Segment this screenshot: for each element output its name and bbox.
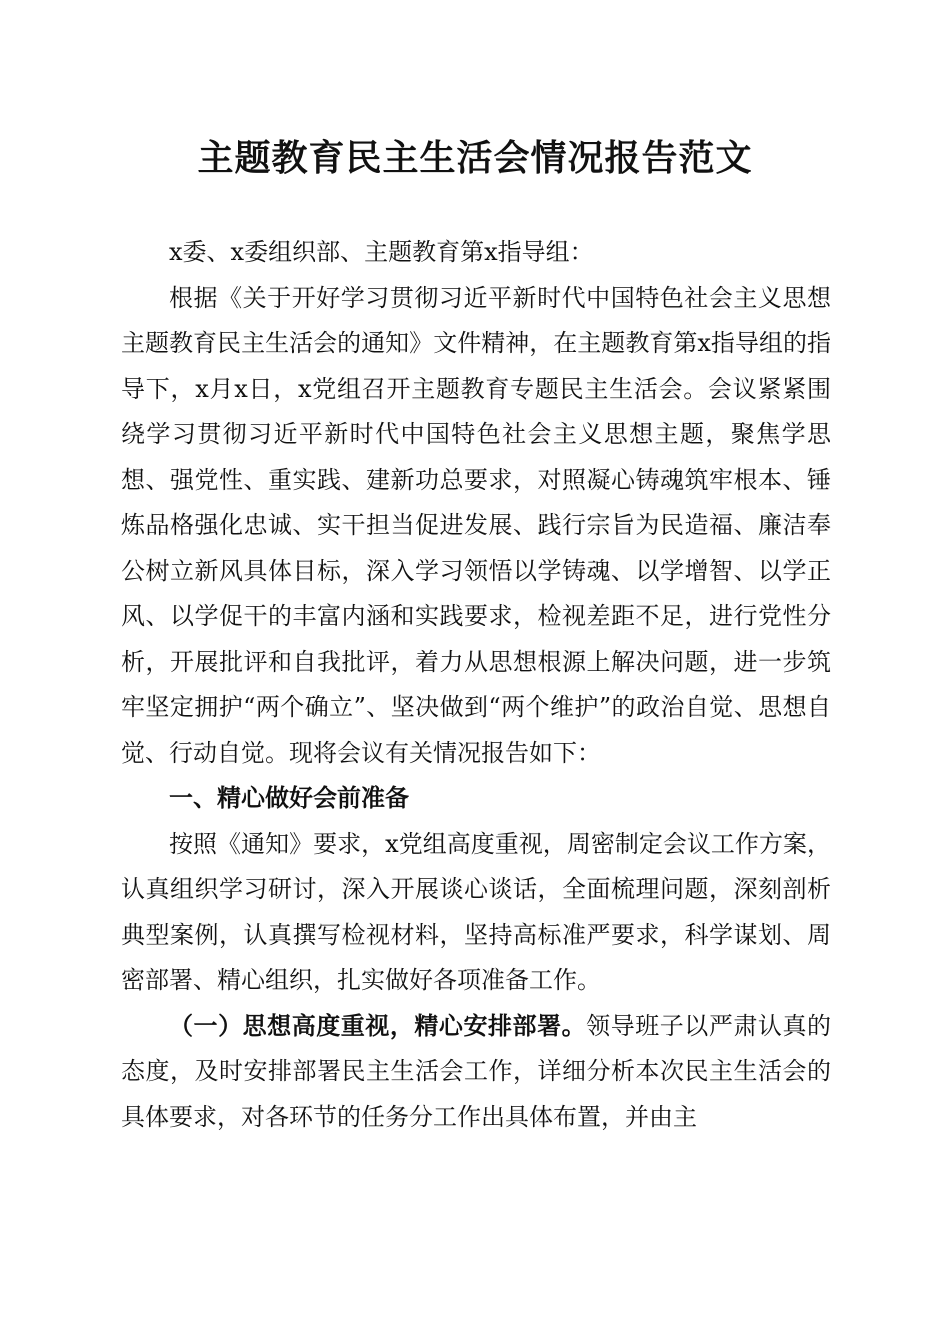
subsection-1-text: 领导班子以严肃认真的态度，及时安排部署民主生活会工作，详细分析本次民主生活会的具体要求，对各环节的任务分工作出具体布置，并由主 (121, 1011, 832, 1131)
document-title: 主题教育民主生活会情况报告范文 (197, 137, 753, 179)
document-body (121, 230, 831, 1140)
subsection-1-lead: （一）思想高度重视，精心安排部署。 (169, 1011, 587, 1040)
subsection-1-paragraph (121, 1004, 831, 1141)
intro-paragraph: 根据《关于开好学习贯彻习近平新时代中国特色社会主义思想主题教育民主生活会的通知》文件精神，在主题教育第x指导组的指导下，x月x日，x党组召开主题教育专题民主生活会。会议紧紧围绕学习贯彻习近平新时代中国特色社会主义思想主题，聚焦学思想、强党性、重实践、建新功总要求，对照凝心铸魂筑牢根本、锤炼品格强化忠诚、实干担当促进发展、践行宗旨为民造福、廉洁奉公树立新风具体目标，深入学习领悟以学铸魂、以学增智、以学正风、以学促干的丰富内涵和实践要求，检视差距不足，进行党性分析，开展批评和自我批评，着力从思想根源上解决问题，进一步筑牢坚定拥护“两个确立”、坚决做到“两个维护”的政治自觉、思想自觉、行动自觉。现将会议有关情况报告如下： (121, 283, 831, 767)
section-1-paragraph: 按照《通知》要求，x党组高度重视，周密制定会议工作方案，认真组织学习研讨，深入开展谈心谈话，全面梳理问题，深刻剖析典型案例，认真撰写检视材料，坚持高标准严要求，科学谋划、周密部署、精心组织，扎实做好各项准备工作。 (121, 829, 831, 994)
salutation: x委、x委组织部、主题教育第x指导组： (169, 238, 594, 266)
section-heading-1: 一、精心做好会前准备 (169, 784, 409, 812)
